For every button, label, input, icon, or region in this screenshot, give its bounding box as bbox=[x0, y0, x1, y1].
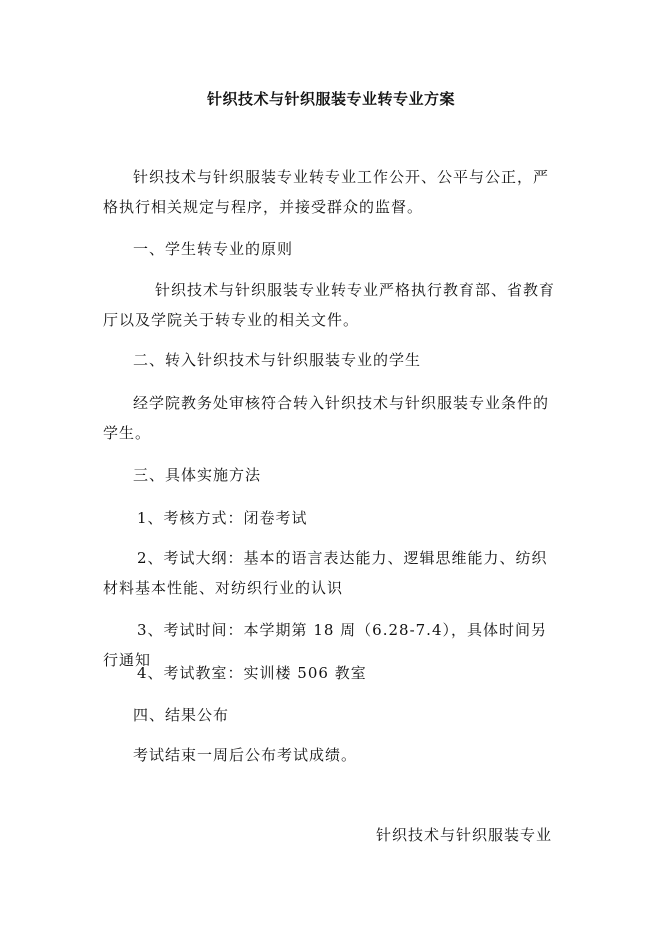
section-3-heading: 三、具体实施方法 bbox=[133, 466, 262, 484]
method-3: 3、考试时间：本学期第 18 周（6.28-7.4），具体时间另行通知 bbox=[103, 621, 547, 669]
signature: 针织技术与针织服装专业 bbox=[375, 826, 552, 844]
intro-paragraph: 针织技术与针织服装专业转专业工作公开、公平与公正，严格执行相关规定与程序，并接受群众的监督。 bbox=[103, 168, 550, 216]
document-title: 针织技术与针织服装专业转专业方案 bbox=[206, 90, 455, 108]
section-4-body: 考试结束一周后公布考试成绩。 bbox=[133, 746, 358, 764]
section-1-body: 针织技术与针织服装专业转专业严格执行教育部、省教育厅以及学院关于转专业的相关文件。 bbox=[103, 281, 556, 329]
method-2: 2、考试大纲：基本的语言表达能力、逻辑思维能力、纺织材料基本性能、对纺织行业的认识 bbox=[103, 549, 548, 597]
section-1-heading: 一、学生转专业的原则 bbox=[133, 240, 294, 258]
section-4-heading: 四、结果公布 bbox=[133, 706, 230, 724]
section-2-heading: 二、转入针织技术与针织服装专业的学生 bbox=[133, 351, 422, 369]
section-2-body: 经学院教务处审核符合转入针织技术与针织服装专业条件的学生。 bbox=[103, 394, 550, 442]
method-1: 1、考核方式：闭卷考试 bbox=[137, 509, 308, 527]
method-4: 4、考试教室：实训楼 506 教室 bbox=[137, 664, 367, 682]
